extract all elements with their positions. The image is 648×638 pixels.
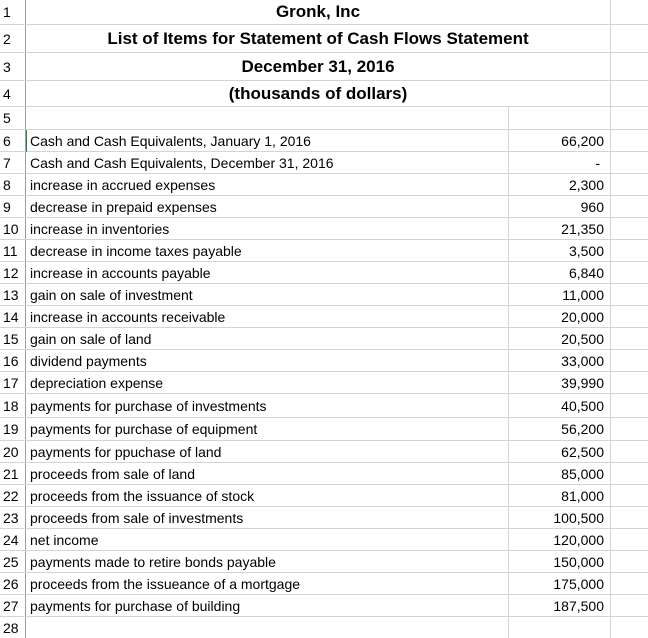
item-label-cell[interactable]: proceeds from the issueance of a mortgage [26,573,509,594]
item-value-cell[interactable]: 33,000 [509,350,611,371]
table-row [0,551,648,573]
cell-empty[interactable] [611,463,648,484]
item-value-cell[interactable]: 40,500 [509,394,611,417]
table-row [0,573,648,595]
row-header[interactable]: 11 [0,240,26,261]
table-row [0,418,648,441]
row-header[interactable]: 7 [0,152,26,173]
table-row [0,328,648,350]
row-header[interactable]: 24 [0,529,26,550]
table-row [0,196,648,218]
item-label-cell[interactable]: proceeds from the issuance of stock [26,485,509,506]
item-label-cell[interactable]: depreciation expense [26,372,509,393]
item-value-cell[interactable]: 2,300 [509,174,611,195]
table-row [0,350,648,372]
table-row [0,529,648,551]
row-header[interactable]: 13 [0,284,26,305]
item-value-cell[interactable]: 20,500 [509,328,611,349]
item-value-cell[interactable]: - [509,152,611,173]
item-value-cell[interactable]: 56,200 [509,418,611,440]
cell-empty[interactable] [611,573,648,594]
row-header[interactable]: 27 [0,595,26,616]
row-header[interactable]: 26 [0,573,26,594]
row-header[interactable]: 18 [0,394,26,417]
item-value-cell[interactable]: 81,000 [509,485,611,506]
row-header[interactable]: 20 [0,441,26,462]
row-header[interactable]: 9 [0,196,26,217]
table-row [0,441,648,463]
table-row [0,152,648,174]
table-row [0,372,648,394]
item-value-cell[interactable]: 3,500 [509,240,611,261]
cell-empty[interactable] [611,306,648,327]
cell-empty[interactable] [611,394,648,417]
cell-empty[interactable] [611,81,648,106]
cell-empty[interactable] [611,218,648,239]
table-row [0,595,648,617]
cell-empty[interactable] [611,328,648,349]
item-value-cell[interactable]: 62,500 [509,441,611,462]
row-28 [0,617,648,638]
table-row [0,394,648,418]
item-label-cell[interactable]: increase in accounts receivable [26,306,509,327]
item-label-cell[interactable]: net income [26,529,509,550]
cell-empty[interactable] [509,107,611,129]
cell-empty[interactable] [611,107,648,129]
row-1 [0,0,648,25]
company-name-cell[interactable]: Gronk, Inc [26,0,611,24]
cell-empty[interactable] [611,262,648,283]
cell-empty[interactable] [611,25,648,52]
item-label-cell[interactable]: proceeds from sale of land [26,463,509,484]
row-header[interactable]: 3 [0,53,26,80]
row-header[interactable]: 2 [0,25,26,52]
item-value-cell[interactable]: 175,000 [509,573,611,594]
item-label-cell[interactable]: Cash and Cash Equivalents, January 1, 2016 [26,130,509,151]
item-label-cell[interactable]: increase in accounts payable [26,262,509,283]
item-value-cell[interactable]: 6,840 [509,262,611,283]
table-row [0,240,648,262]
table-row [0,463,648,485]
cell-empty[interactable] [611,507,648,528]
item-value-cell[interactable]: 100,500 [509,507,611,528]
row-header[interactable]: 10 [0,218,26,239]
cell-empty[interactable] [611,0,648,24]
item-value-cell[interactable]: 11,000 [509,284,611,305]
row-header[interactable]: 4 [0,81,26,106]
row-header[interactable]: 12 [0,262,26,283]
cell-empty[interactable] [611,551,648,572]
item-value-cell[interactable]: 85,000 [509,463,611,484]
item-label-cell[interactable]: proceeds from sale of investments [26,507,509,528]
row-header[interactable]: 21 [0,463,26,484]
item-label-cell[interactable]: dividend payments [26,350,509,371]
item-value-cell[interactable]: 20,000 [509,306,611,327]
item-label-cell[interactable]: Cash and Cash Equivalents, December 31, 2016 [26,152,509,173]
report-units-cell[interactable]: (thousands of dollars) [26,81,611,106]
cell-empty[interactable] [611,485,648,506]
row-header[interactable]: 16 [0,350,26,371]
cell-empty[interactable] [611,529,648,550]
cell-empty[interactable] [611,152,648,173]
table-row [0,130,648,152]
table-row [0,218,648,240]
row-5 [0,107,648,130]
item-value-cell[interactable]: 187,500 [509,595,611,616]
item-label-cell[interactable]: gain on sale of land [26,328,509,349]
active-cell-indicator [26,130,27,152]
cell-empty[interactable] [611,284,648,305]
cell-empty[interactable] [611,441,648,462]
item-value-cell[interactable]: 150,000 [509,551,611,572]
table-row [0,306,648,328]
item-value-cell[interactable]: 960 [509,196,611,217]
row-header[interactable]: 23 [0,507,26,528]
row-2 [0,25,648,53]
item-label-cell[interactable]: payments for purchase of investments [26,394,509,417]
cell-empty[interactable] [611,418,648,440]
cell-empty[interactable] [26,107,509,129]
item-value-cell[interactable]: 21,350 [509,218,611,239]
row-header[interactable]: 14 [0,306,26,327]
cell-empty[interactable] [611,174,648,195]
item-label-cell[interactable]: payments for purchase of equipment [26,418,509,440]
cell-empty[interactable] [611,595,648,616]
table-row [0,174,648,196]
row-header[interactable]: 15 [0,328,26,349]
item-label-cell[interactable]: decrease in prepaid expenses [26,196,509,217]
row-header[interactable]: 19 [0,418,26,440]
report-title-cell[interactable]: List of Items for Statement of Cash Flows Statement [26,25,611,52]
cell-empty[interactable] [611,53,648,80]
row-3 [0,53,648,81]
cell-empty[interactable] [611,240,648,261]
row-header[interactable]: 1 [0,0,26,24]
item-value-cell[interactable]: 66,200 [509,130,611,151]
row-header[interactable]: 6 [0,130,26,151]
row-header[interactable]: 5 [0,107,26,129]
cell-empty[interactable] [611,372,648,393]
item-value-cell[interactable]: 120,000 [509,529,611,550]
item-label-cell[interactable]: payments made to retire bonds payable [26,551,509,572]
item-label-cell[interactable]: gain on sale of investment [26,284,509,305]
table-row [0,284,648,306]
item-label-cell[interactable]: increase in inventories [26,218,509,239]
cell-empty[interactable] [509,617,611,638]
row-header[interactable]: 22 [0,485,26,506]
cell-empty[interactable] [611,617,648,638]
cell-empty[interactable] [611,350,648,371]
item-label-cell[interactable]: payments for purchase of building [26,595,509,616]
item-value-cell[interactable]: 39,990 [509,372,611,393]
table-row [0,485,648,507]
table-row [0,262,648,284]
item-label-cell[interactable]: payments for ppuchase of land [26,441,509,462]
table-row [0,507,648,529]
row-header[interactable]: 25 [0,551,26,572]
item-label-cell[interactable]: increase in accrued expenses [26,174,509,195]
row-header[interactable]: 17 [0,372,26,393]
cell-empty[interactable] [611,130,648,151]
item-label-cell[interactable]: decrease in income taxes payable [26,240,509,261]
row-4 [0,81,648,107]
report-date-cell[interactable]: December 31, 2016 [26,53,611,80]
row-header[interactable]: 8 [0,174,26,195]
cell-empty[interactable] [611,196,648,217]
cell-empty[interactable] [26,617,509,638]
row-header[interactable]: 28 [0,617,26,638]
